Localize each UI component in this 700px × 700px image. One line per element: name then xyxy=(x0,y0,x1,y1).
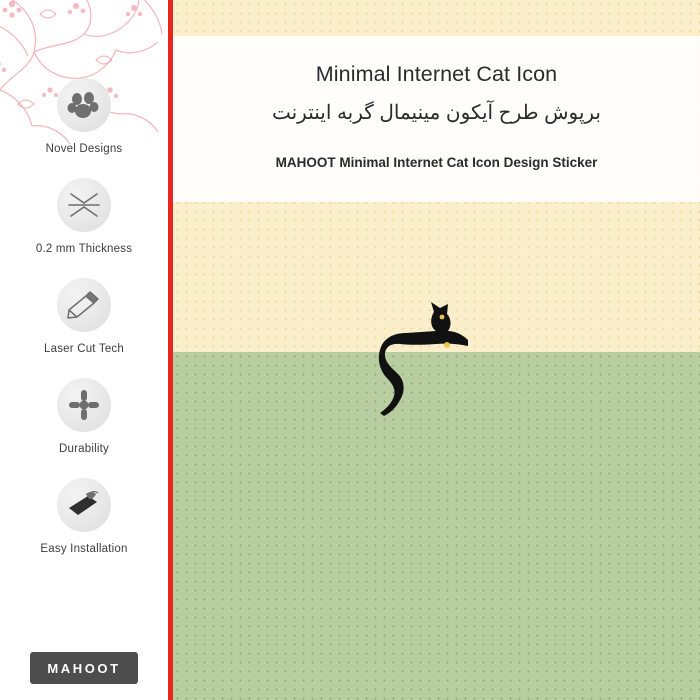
feature-list xyxy=(0,78,168,578)
product-artwork-panel xyxy=(173,0,700,700)
feature-item-novel-designs xyxy=(0,78,168,155)
feature-item-durability xyxy=(0,378,168,455)
laser-cut-icon xyxy=(57,278,111,332)
feature-label: Laser Cut Tech xyxy=(44,343,124,355)
easy-installation-icon xyxy=(57,478,111,532)
feature-item-laser-cut xyxy=(0,278,168,355)
thickness-icon xyxy=(57,178,111,232)
feature-item-thickness xyxy=(0,178,168,255)
black-cat-silhouette-icon xyxy=(378,300,488,420)
feature-label: Easy Installation xyxy=(40,543,128,555)
feature-label: Novel Designs xyxy=(45,143,123,155)
title-card xyxy=(173,36,700,202)
page-title-farsi: برپوش طرح آیکون مینیمال گربه اینترنت xyxy=(271,102,602,124)
page-title: Minimal Internet Cat Icon xyxy=(315,62,558,86)
brand-logo-text: MAHOOT xyxy=(47,660,121,676)
feature-label: Durability xyxy=(59,443,109,455)
feature-label: 0.2 mm Thickness xyxy=(35,243,133,255)
novel-designs-icon xyxy=(57,78,111,132)
feature-item-easy-installation xyxy=(0,478,168,555)
features-sidebar xyxy=(0,0,168,700)
page-subtitle: MAHOOT Minimal Internet Cat Icon Design Sticker xyxy=(275,155,598,170)
brand-logo xyxy=(30,652,138,684)
durability-icon xyxy=(57,378,111,432)
